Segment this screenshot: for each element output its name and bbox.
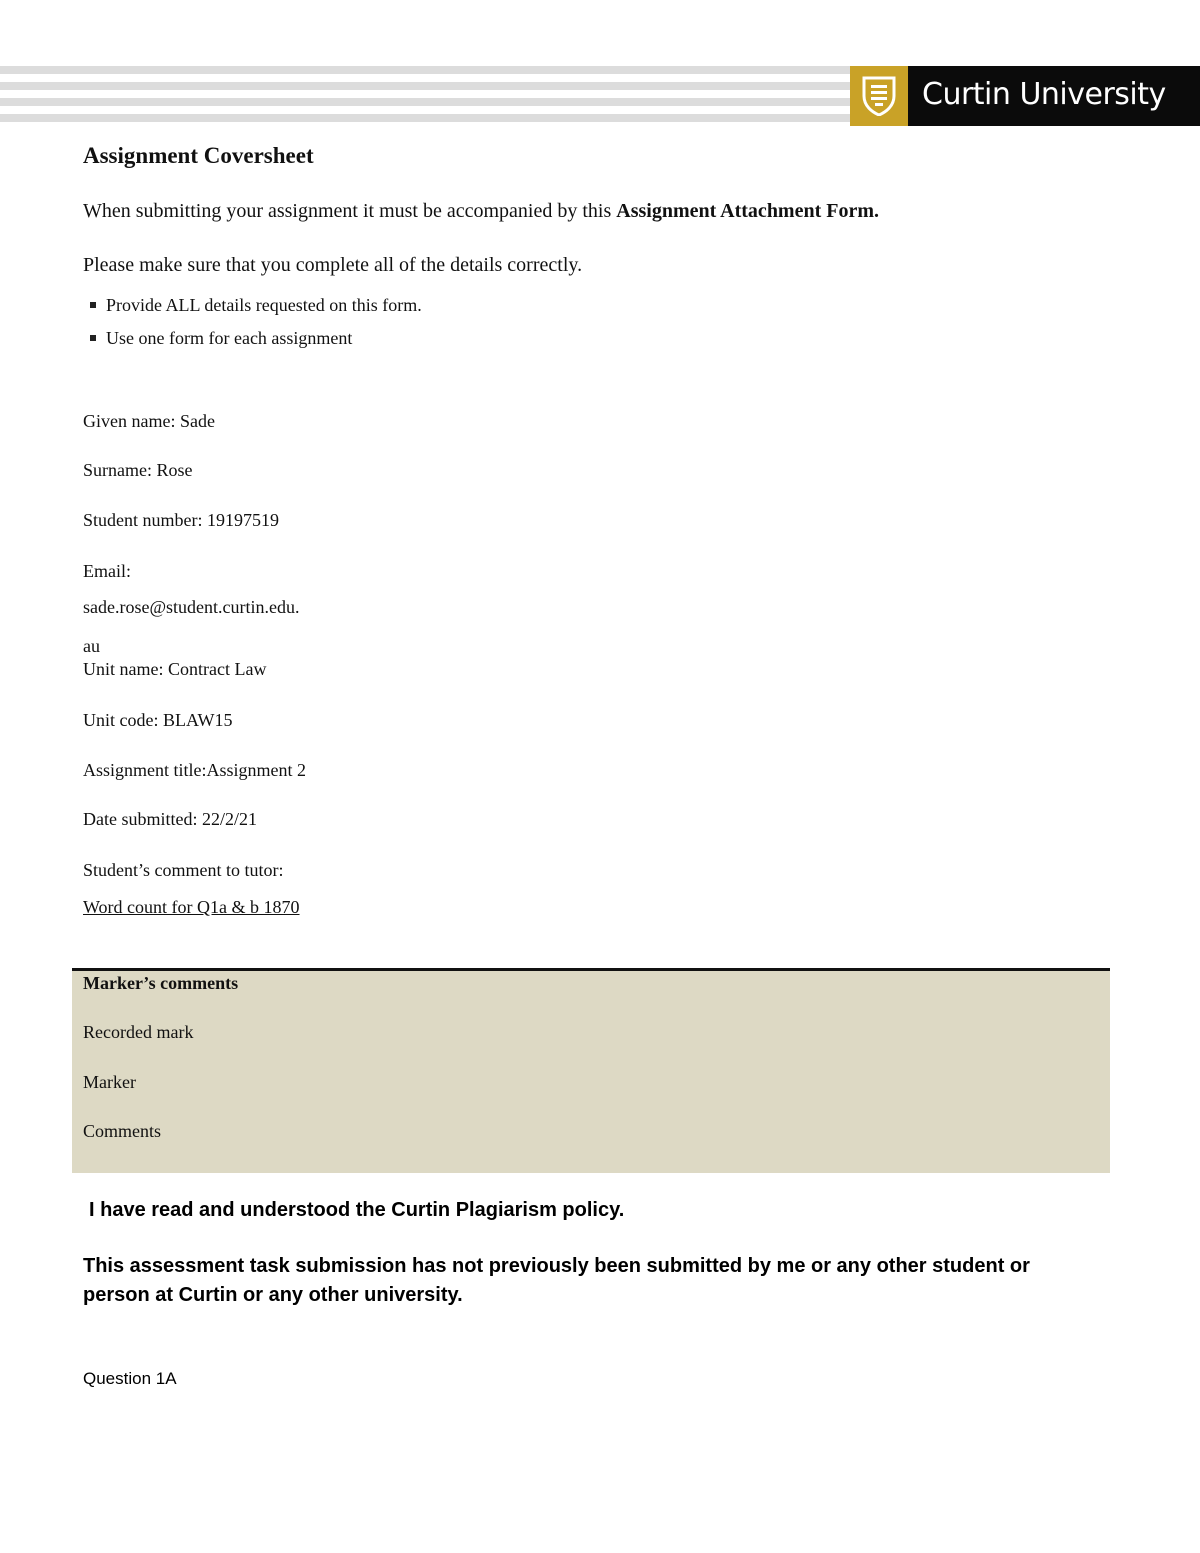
curtin-crest-icon [861,76,897,116]
surname-field: Surname: Rose [83,460,193,480]
instruction-text: Please make sure that you complete all of the details correctly. [83,254,583,276]
marker-label: Marker [83,1072,136,1092]
banner-stripe [0,114,850,122]
submission-declaration: This assessment task submission has not previously been submitted by me or any other student or [83,1255,1030,1277]
given-name-field: Given name: Sade [83,411,215,431]
unit-code-field: Unit code: BLAW15 [83,710,233,730]
plagiarism-declaration: I have read and understood the Curtin Plagiarism policy. [89,1199,625,1221]
banner-stripe [0,98,850,106]
intro-form-name: Assignment Attachment Form. [616,200,880,222]
curtin-logo [850,66,1200,126]
email-value-continued: au [83,636,100,656]
email-label: Email: [83,561,131,581]
logo-wordmark: Curtin University [922,77,1166,112]
comment-label: Student’s comment to tutor: [83,860,284,880]
logo-emblem [850,66,908,126]
intro-text [83,200,879,223]
student-number-field: Student number: 19197519 [83,510,279,530]
comments-label: Comments [83,1121,162,1141]
banner-stripe [0,66,850,74]
recorded-mark-label: Recorded mark [83,1022,194,1042]
marker-heading: Marker’s comments [83,973,239,993]
bullet-item [90,328,352,349]
bullet-icon [90,302,96,308]
comment-value: Word count for Q1a & b 1870 [83,897,300,917]
date-submitted-field: Date submitted: 22/2/21 [83,809,257,829]
assignment-title-field: Assignment title:Assignment 2 [83,760,306,780]
unit-name-field: Unit name: Contract Law [83,659,267,679]
bullet-text: Provide ALL details requested on this form. [106,295,422,315]
marker-comments-box [72,968,1110,1173]
bullet-text: Use one form for each assignment [106,328,353,348]
question-label: Question 1A [83,1369,177,1388]
submission-declaration-continued: person at Curtin or any other university. [83,1284,463,1306]
banner-stripe [0,82,850,90]
bullet-icon [90,335,96,341]
page-title: Assignment Coversheet [83,143,314,168]
email-value: sade.rose@student.curtin.edu. [83,597,300,617]
bullet-item [90,295,422,316]
intro-prefix: When submitting your assignment it must be accompanied by this [83,200,617,222]
